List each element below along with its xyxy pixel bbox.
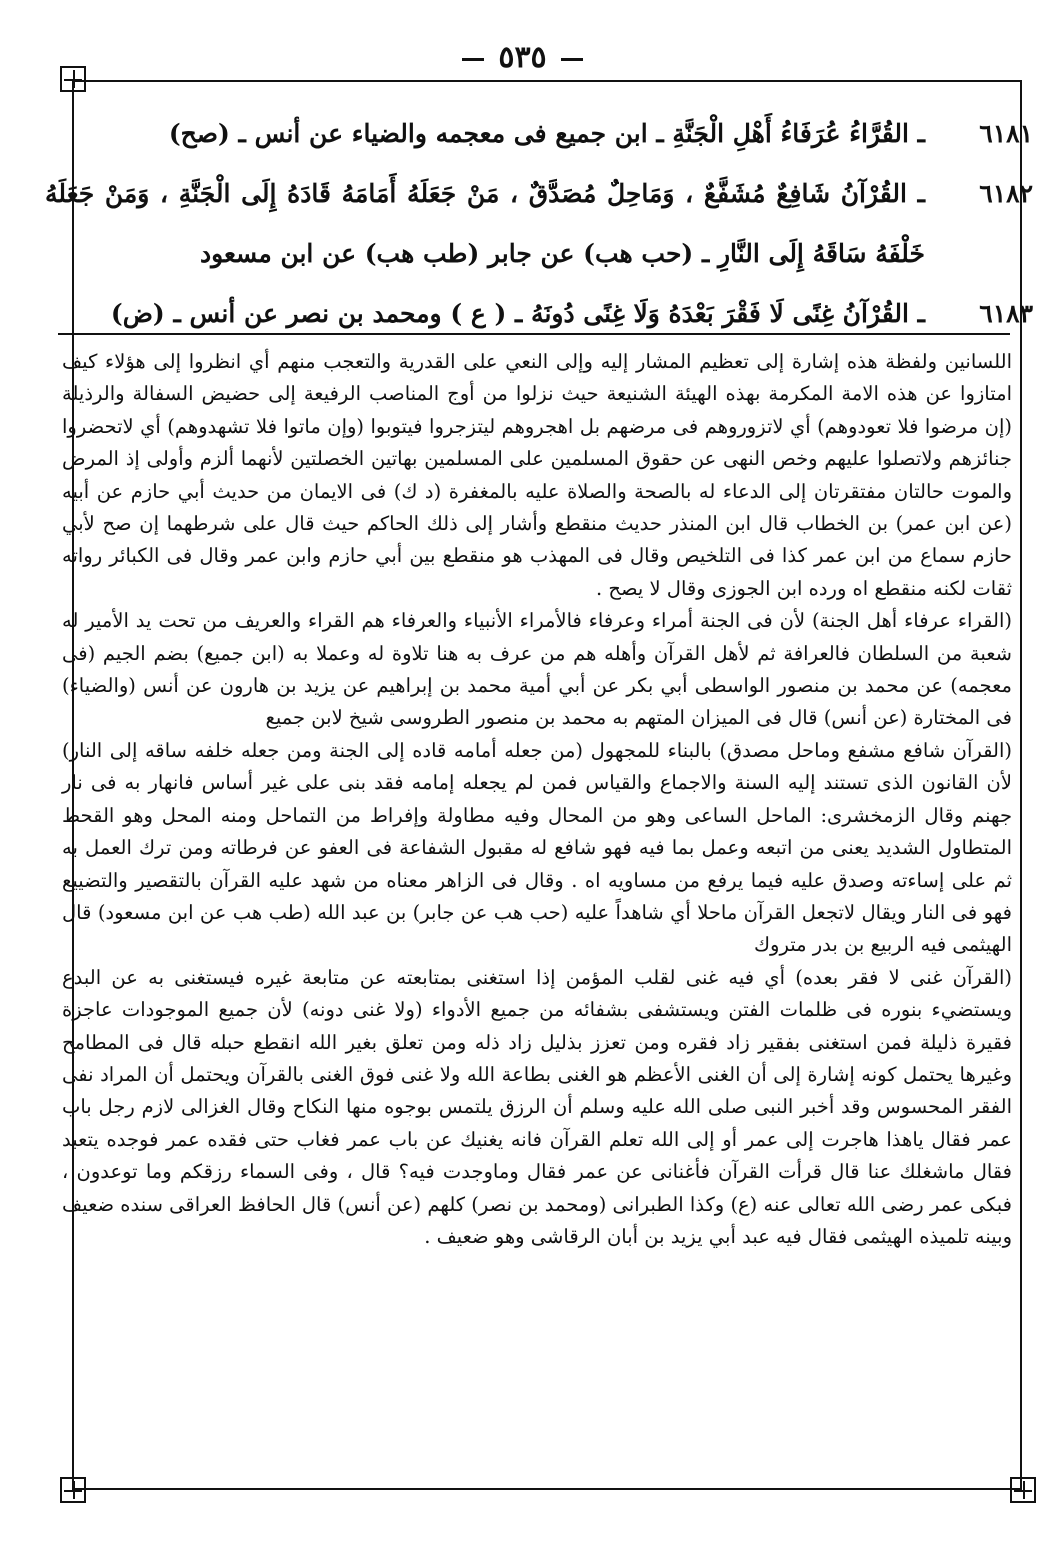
commentary-paragraph: (القرآن شافع مشفع وماحل مصدق) بالبناء للمجهول (من جعله أمامه قاده إلى الجنة ومن جعله خلفه ساقه إلى النار) لأن القانون الذى تستند إليه السنة والاجماع والقياس فمن لم يجعله إمامه فقد بنى على غير أساس فانهار به فى نار جهنم وقال الزمخشرى: الماحل الساعى وهو من المحال وفيه مطاولة وإفراط من التماحل ومنه المحل وهو القحط المتطاول الشديد يعنى من اتبعه وعمل بما فيه فهو شافع له مقبول الشفاعة فى العفو عن فرطاته ومن ترك العمل به ثم على إساءته وصدق عليه فيما يرفع من مساويه اه . وقال فى الزاهر معناه من شهد عليه القرآن بالتقصير والتضييع فهو فى النار ويقال لاتجعل القرآن ماحلا أي شاهداً عليه (حب هب عن جابر) بن عبد الله (طب هب عن ابن مسعود) قال الهيثمى فيه الربيع بن بدر متروك — [62, 738, 1012, 957]
commentary-paragraph: (القراء عرفاء أهل الجنة) لأن فى الجنة أمراء وعرفاء فالأمراء الأنبياء والعرفاء هم القراء والعريف من تحت يد الأمير له شعبة من السلطان فالعرافة ثم لأهل القرآن وأهله هم من عرف به هنا تلاوة له وعملا به (ابن جميع) بضم الجيم (فى معجمه) عن محمد بن منصور الواسطى أبي بكر عن أبي أمية محمد بن إبراهيم عن يزيد بن هارون عن أنس (والضياء) فى المختارة (عن أنس) قال فى الميزان المتهم به محمد بن منصور الطروسى شيخ لابن جميع — [62, 609, 1012, 730]
page-number — [0, 40, 1045, 75]
commentary-paragraph: اللسانين ولفظة هذه إشارة إلى تعظيم المشار إليه وإلى النعي على القدرية والتعجب منهم أي انظروا إلى هؤلاء كيف امتازوا عن هذه الامة المكرمة بهذه الهيئة الشنيعة حيث نزلوا من أوج المناصب الرفيعة إلى حضيض السفالة والرذيلة (إن مرضوا فلا تعودوهم) أي لاتزوروهم فى مرضهم بل اهجروهم ليتزجروا فيتوبوا (وإن ماتوا فلا تشهدوهم) أي لاتحضروا جنائزهم ولاتصلوا عليهم وخص النهى عن حقوق المسلمين على المسلمين بهاتين الخصلتين لأنهما ألزم وأولى إذ المرض والموت حالتان مفتقرتان إلى الدعاء له بالصحة والصلاة عليه بالمغفرة (د ك) فى الايمان من حديث أبي حازم عن أبيه (عن ابن عمر) بن الخطاب قال ابن المنذر حديث منقطع وأشار إلى ذلك الحاكم حيث قال على شرطهما إن صح لأبي حازم سماع من ابن عمر كذا فى التلخيص وقال فى المهذب هو منقطع بين أبي حازم وابن عمر وقال فى الكبائر رواته ثقات لكنه منقطع اه ورده ابن الجوزى وقال لا يصح . — [62, 350, 1012, 600]
hadith-entry — [45, 164, 1033, 284]
page-number-dash-left — [462, 58, 484, 61]
frame-bottom-rule — [72, 1488, 1022, 1490]
hadith-text: ـ القُرْآنُ شَافِعٌ مُشَفَّعٌ ، وَمَاحِلٌ مُصَدَّقٌ ، مَنْ جَعَلَهُ أَمَامَهُ قَادَهُ إِلَى الْجَنَّةِ ، وَمَنْ جَعَلَهُ خَلْفَهُ سَاقَهُ إِلَى النَّارِ ـ (حب هب) عن جابر (طب هب) عن ابن مسعود — [45, 179, 925, 268]
frame-top-rule — [72, 80, 1022, 82]
hadith-list — [45, 104, 1033, 344]
hadith-number: ٦١٨١ — [979, 119, 1033, 148]
page-number-dash-right — [561, 58, 583, 61]
hadith-entry — [45, 104, 1033, 164]
page-number-text: ٥٣٥ — [498, 40, 547, 75]
corner-ornament-bottom-left — [60, 1477, 86, 1503]
commentary-body — [62, 346, 1012, 1253]
hadith-number: ٦١٨٢ — [979, 179, 1033, 208]
hadith-entry — [45, 284, 1033, 344]
hadith-text: ـ القُرَّاءُ عُرَفَاءُ أَهْلِ الْجَنَّةِ ـ ابن جميع فى معجمه والضياء عن أنس ـ (صح) — [168, 119, 925, 148]
hadith-text: ـ القُرْآنُ غِنًى لَا فَقْرَ بَعْدَهُ وَلَا غِنًى دُونَهُ ـ ( ع ) ومحمد بن نصر عن أنس ـ (ض) — [110, 299, 925, 328]
section-divider — [58, 333, 1010, 335]
commentary-paragraph: (القرآن غنى لا فقر بعده) أي فيه غنى لقلب المؤمن إذا استغنى بمتابعته عن متابعة غيره فيستغنى به عن البدع ويستضيء بنوره فى ظلمات الفتن ويستشفى بشفائه من جميع الأدواء (ولا غنى دونه) لأن جميع الموجودات عاجزة فقيرة ذليلة فمن استغنى بفقير زاد فقره ومن تعزز بذليل زاد ذله ومن تعلق بغير الله انقطع حبله قال فى المطامح وغيرها يحتمل كونه إشارة إلى أن الغنى الأعظم هو الغنى بطاعة الله ولا غنى فوق الغنى بالقرآن ويحتمل أن المراد نفى الفقر المحسوس وقد أخبر النبى صلى الله عليه وسلم أن الرزق يلتمس بوجوه منها النكاح وقال الغزالى لازم رجل باب عمر فقال ياهذا هاجرت إلى عمر أو إلى الله تعلم القرآن فانه يغنيك عن باب عمر فغاب حتى فقده عمر فوجده يتعبد فقال ماشغلك عنا قال قرأت القرآن فأغنانى عن عمر فقال وماوجدت فيه؟ قال ، وفى السماء رزقكم وما توعدون ، فبكى عمر رضى الله تعالى عنه (ع) وكذا الطبرانى (ومحمد بن نصر) كلهم (عن أنس) قال الحافظ العراقى سنده ضعيف وبينه تلميذه الهيثمى فقال فيه عبد أبي يزيد بن أبان الرقاشى وهو ضعيف . — [62, 965, 1012, 1248]
hadith-number: ٦١٨٣ — [979, 299, 1033, 328]
corner-ornament-bottom-right — [1010, 1477, 1036, 1503]
